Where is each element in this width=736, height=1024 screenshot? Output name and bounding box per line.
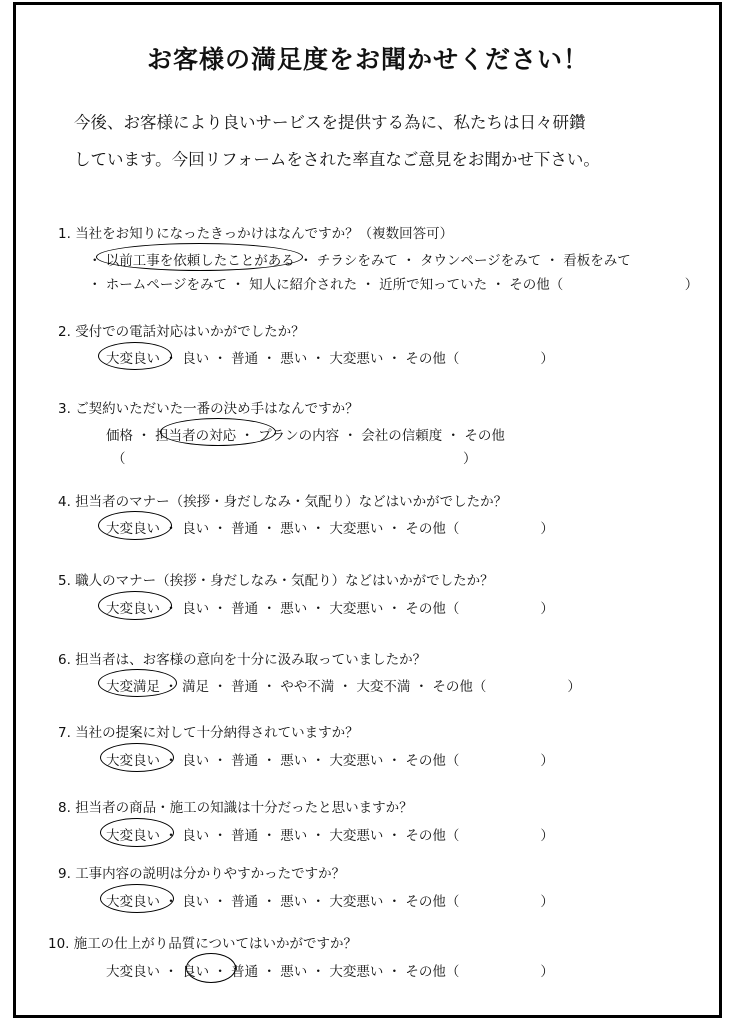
question-number: 2. bbox=[58, 324, 71, 340]
question-3-options-line-1: 価格 ・ 担当者の対応 ・ プランの内容 ・ 会社の信頼度 ・ その他 bbox=[106, 428, 505, 444]
question-number: 5. bbox=[58, 573, 71, 589]
question-text: 受付での電話対応はいかがでしたか？ bbox=[75, 324, 305, 340]
question-number: 7. bbox=[58, 725, 71, 741]
question-number: 10. bbox=[48, 936, 70, 952]
intro-line-1: 今後、お客様により良いサービスを提供する為に、私たちは日々研鑽 bbox=[74, 113, 586, 132]
question-text: 当社をお知りになったきっかけはなんですか？（複数回答可） bbox=[75, 226, 454, 242]
question-4 bbox=[58, 490, 507, 510]
question-7 bbox=[58, 721, 359, 741]
question-6 bbox=[58, 648, 426, 668]
question-text: 担当者は、お客様の意向を十分に汲み取っていましたか？ bbox=[75, 652, 427, 668]
question-5-options: 大変良い ・ 良い ・ 普通 ・ 悪い ・ 大変悪い ・ その他（ ） bbox=[106, 601, 554, 617]
question-9 bbox=[58, 862, 345, 882]
question-number: 1. bbox=[58, 226, 71, 242]
question-5 bbox=[58, 569, 494, 589]
question-number: 3. bbox=[58, 401, 71, 417]
question-2 bbox=[58, 320, 305, 340]
question-2-options: 大変良い ・ 良い ・ 普通 ・ 悪い ・ 大変悪い ・ その他（ ） bbox=[106, 351, 554, 367]
question-text: 担当者のマナー（挨拶・身だしなみ・気配り）などはいかがでしたか？ bbox=[75, 494, 508, 510]
question-number: 9. bbox=[58, 866, 71, 882]
question-10 bbox=[48, 932, 357, 952]
question-1-options-line-1: ・ 以前工事を依頼したことがある ・ チラシをみて ・ タウンページをみて ・ 看板をみて bbox=[88, 253, 631, 269]
answer-circle-q10 bbox=[186, 953, 236, 983]
survey-title: お客様の満足度をお聞かせください！ bbox=[146, 45, 589, 74]
answer-circle-q7 bbox=[100, 743, 174, 772]
question-number: 8. bbox=[58, 800, 71, 816]
question-3 bbox=[58, 397, 359, 417]
question-text: 担当者の商品・施工の知識は十分だったと思いますか？ bbox=[75, 800, 413, 816]
answer-circle-q3 bbox=[160, 418, 276, 446]
answer-circle-q2 bbox=[98, 342, 172, 370]
answer-circle-q9 bbox=[100, 884, 174, 913]
question-number: 4. bbox=[58, 494, 71, 510]
intro-line-2: しています。今回リフォームをされた率直なご意見をお聞かせ下さい。 bbox=[74, 150, 600, 169]
question-number: 6. bbox=[58, 652, 71, 668]
question-8-options: 大変良い ・ 良い ・ 普通 ・ 悪い ・ 大変悪い ・ その他（ ） bbox=[106, 828, 554, 844]
answer-circle-q1 bbox=[96, 243, 303, 271]
question-10-options: 大変良い ・ 良い ・ 普通 ・ 悪い ・ 大変悪い ・ その他（ ） bbox=[106, 964, 554, 980]
question-9-options: 大変良い ・ 良い ・ 普通 ・ 悪い ・ 大変悪い ・ その他（ ） bbox=[106, 894, 554, 910]
answer-circle-q5 bbox=[98, 591, 172, 620]
question-text: 当社の提案に対して十分納得されていますか？ bbox=[75, 725, 359, 741]
question-text: 職人のマナー（挨拶・身だしなみ・気配り）などはいかがでしたか？ bbox=[75, 573, 494, 589]
question-text: 施工の仕上がり品質についてはいかがですか？ bbox=[73, 936, 358, 952]
question-8 bbox=[58, 796, 413, 816]
answer-circle-q6 bbox=[98, 669, 177, 697]
question-text: 工事内容の説明は分かりやすかったですか？ bbox=[75, 866, 346, 882]
intro-paragraph bbox=[74, 104, 600, 178]
question-4-options: 大変良い ・ 良い ・ 普通 ・ 悪い ・ 大変悪い ・ その他（ ） bbox=[106, 521, 554, 537]
question-6-options: 大変満足 ・ 満足 ・ 普通 ・ やや不満 ・ 大変不満 ・ その他（ ） bbox=[106, 679, 581, 695]
question-3-options-line-2: （ ） bbox=[112, 451, 477, 467]
answer-circle-q4 bbox=[98, 511, 172, 540]
answer-circle-q8 bbox=[100, 818, 174, 847]
question-1 bbox=[58, 222, 453, 242]
question-1-options-line-2: ・ ホームページをみて ・ 知人に紹介された ・ 近所で知っていた ・ その他（ ） bbox=[88, 277, 699, 293]
question-text: ご契約いただいた一番の決め手はなんですか？ bbox=[75, 401, 359, 417]
question-7-options: 大変良い ・ 良い ・ 普通 ・ 悪い ・ 大変悪い ・ その他（ ） bbox=[106, 753, 554, 769]
